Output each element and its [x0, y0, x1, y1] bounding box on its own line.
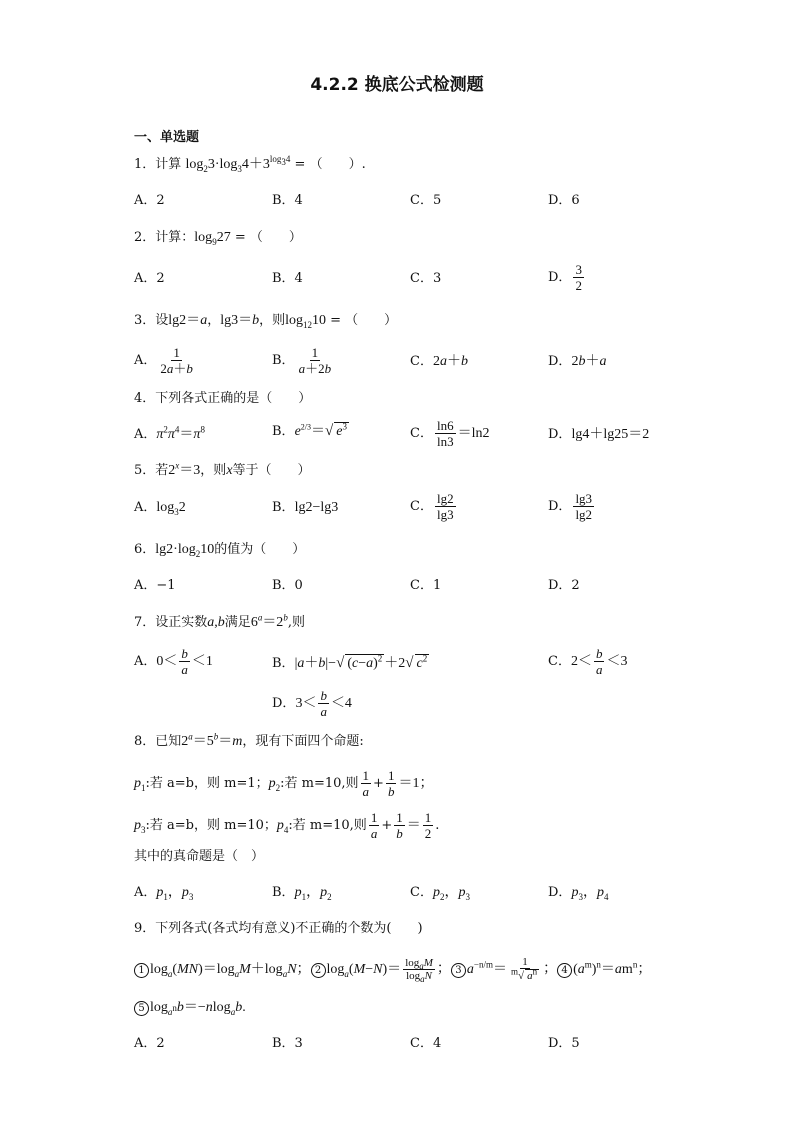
question-1: 1．计算 $\log_23\cdot\log_34+3^{log_34}$ = （ ）.: [134, 154, 366, 174]
question-6: 6．$\lg 2\cdot\log_210$的值为（ ）: [134, 542, 306, 559]
q7-option-a[interactable]: A．0＜ $\frac{b}{a}$ ＜1: [134, 646, 213, 677]
q2-option-c[interactable]: C．3: [410, 271, 442, 286]
q1-option-a[interactable]: A．2: [134, 193, 165, 208]
q4-option-b[interactable]: B．$e^{2/3}=√$ $e^3$: [272, 421, 347, 439]
q9-option-d[interactable]: D．5: [548, 1036, 580, 1051]
question-5: 5．若$2^x=3$，则x等于（ ）: [134, 460, 311, 478]
q8-option-d[interactable]: D．$p_3$，$p_4$: [548, 885, 609, 902]
q5-option-c[interactable]: C． $\frac{\lg 2}{\lg 3}$: [410, 491, 454, 522]
q7-option-d[interactable]: D．3＜ $\frac{b}{a}$ ＜4: [272, 688, 352, 719]
q4-option-a[interactable]: A．$\pi^2\pi^4=\pi^8$: [134, 424, 205, 442]
q9-option-b[interactable]: B．3: [272, 1036, 303, 1051]
q3-option-a[interactable]: A． $\frac{1}{2a+b}$: [134, 345, 193, 376]
q2-option-d[interactable]: D． $\frac{3}{2}$: [548, 262, 582, 293]
question-2: 2．计算：$\log_927$ = （ ）: [134, 230, 302, 247]
q7-option-b[interactable]: B．|a＋b|−√ $(c-a)^2 +2√$ $c^2$: [272, 653, 428, 671]
q9-option-c[interactable]: C．4: [410, 1036, 442, 1051]
question-4: 4．下列各式正确的是（ ）: [134, 391, 312, 406]
q1-option-d[interactable]: D．6: [548, 193, 580, 208]
q3-option-c[interactable]: C．2a＋b: [410, 354, 468, 369]
q8-option-a[interactable]: A．$p_1$，$p_3$: [134, 885, 194, 902]
q4-option-d[interactable]: D．lg4＋lg25＝2: [548, 427, 650, 442]
q4-option-c[interactable]: C． $\frac{\ln 6}{\ln 3}$ ＝ln2: [410, 418, 490, 449]
q3-option-d[interactable]: D．2b＋a: [548, 354, 607, 369]
question-8: 8．已知$2^a=5^b=m$，现有下面四个命题:: [134, 731, 364, 749]
q6-option-b[interactable]: B．0: [272, 578, 303, 593]
question-3: 3．设lg2＝a，lg3＝b，则$\log_{12}10$ = （ ）: [134, 313, 398, 330]
q9-option-a[interactable]: A．2: [134, 1036, 165, 1051]
section-heading: 一、单选题: [134, 130, 200, 145]
question-8-ask: 其中的真命题是（ ）: [134, 849, 265, 864]
q6-option-d[interactable]: D．2: [548, 578, 580, 593]
page-title: 4.2.2 换底公式检测题: [310, 75, 484, 95]
question-7: 7．设正实数a,b满足$6^a=2^b$,则: [134, 612, 305, 630]
q7-option-c[interactable]: C．2＜ $\frac{b}{a}$ ＜3: [548, 646, 628, 677]
question-9-statements-1: 1 $\log_a(MN)=\log_aM+\log_aN$； 2 $\log_a(M-N)=$ $\frac{\log_aM}{\log_aN}$ ； 3 $a^{-n/m}=$ $\frac{1}{^m√ a^n}$ ； 4 $(a^m)^n=am^n$；: [134, 956, 651, 982]
q1-option-c[interactable]: C．5: [410, 193, 442, 208]
q5-option-d[interactable]: D． $\frac{\lg 3}{\lg 2}$: [548, 491, 593, 522]
q8-option-c[interactable]: C．$p_2$，$p_3$: [410, 885, 470, 902]
q3-option-b[interactable]: B． $\frac{1}{a+2b}$: [272, 345, 332, 376]
q5-option-b[interactable]: B．lg2−lg3: [272, 500, 339, 515]
q2-option-a[interactable]: A．2: [134, 271, 165, 286]
q6-option-c[interactable]: C．1: [410, 578, 442, 593]
q5-option-a[interactable]: A．$\log_32$: [134, 500, 186, 517]
q6-option-a[interactable]: A．−1: [134, 578, 176, 593]
q2-option-b[interactable]: B．4: [272, 271, 303, 286]
question-1-expression: $\log_23\cdot\log_34+3^{log_34}$: [185, 154, 291, 174]
q1-option-b[interactable]: B．4: [272, 193, 303, 208]
question-9: 9．下列各式(各式均有意义)不正确的个数为( ): [134, 921, 423, 936]
q8-option-b[interactable]: B．$p_1$，$p_2$: [272, 885, 332, 902]
question-9-statements-2: 5 $\log_{a^n}b=-nlog_ab$.: [134, 998, 246, 1017]
question-8-propositions-1: $p_1$:若 a=b，则 m=1；$p_2$:若 m=10,则 $\frac{1}{a}$ + $\frac{1}{b}$ ＝1；: [134, 768, 434, 799]
question-8-propositions-2: $p_3$:若 a=b，则 m=10；$p_4$:若 m=10,则 $\frac{1}{a}$ + $\frac{1}{b}$ ＝ $\frac{1}{2}$ .: [134, 810, 440, 841]
